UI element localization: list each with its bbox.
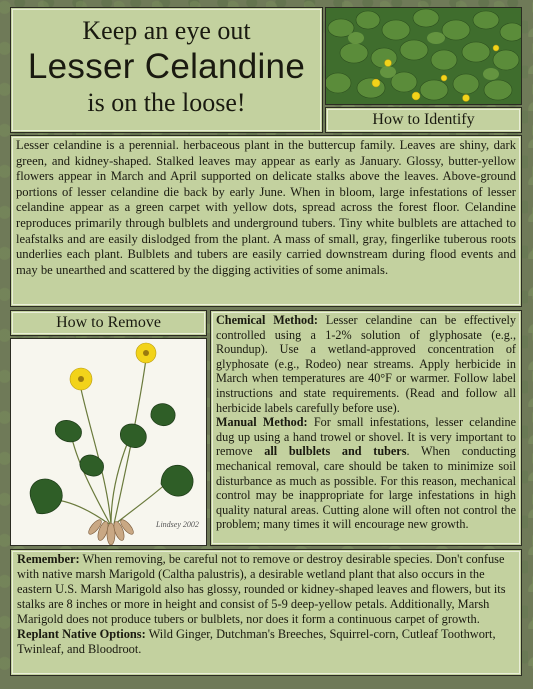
replant-text: Wild Ginger, Dutchman's Breeches, Squirrel-corn, Cutleaf Toothwort, Twinleaf, and Bloodroot. (17, 627, 496, 656)
chemical-method (216, 313, 516, 415)
illustration-signature: Lindsey 2002 (156, 520, 199, 529)
title-line-3: is on the loose! (87, 88, 246, 117)
manual-method-text-b: . When conducting mechanical removal, care should be taken to minimize soil disturbance as much as possible. For this reason, mechanical control may be inappropriate for large infestations in high quality natural areas. Cutting alone will often not control the problem; many times it will encourage new growth. (216, 444, 516, 532)
remember-panel (10, 549, 522, 676)
manual-method (216, 415, 516, 532)
remember-text: When removing, be careful not to remove or destroy desirable species. Don't confuse with native marsh Marigold (Caltha palustris), a desirable wetland plant that also occurs in the eastern U.S. Marsh Marigold also has glossy, rounded or kidney-shaped leaves and flowers, but its stalks are 8 inches or more in height and consist of 5-9 deep-yellow petals. Additionally, Marsh Marigold does not produce tubers or bulblets, nor does it form a continuous carpet of growth. (17, 552, 506, 626)
celandine-illustration (10, 338, 207, 546)
description-panel (10, 135, 522, 307)
chemical-method-label: Chemical Method: (216, 313, 318, 327)
replant-paragraph (17, 627, 515, 657)
title-panel (10, 7, 323, 133)
title-line-2: Lesser Celandine (27, 47, 306, 86)
remember-label: Remember: (17, 552, 80, 566)
identify-heading: How to Identify (325, 107, 522, 133)
title-line-1: Keep an eye out (82, 16, 251, 45)
remember-paragraph (17, 552, 515, 627)
replant-label: Replant Native Options: (17, 627, 146, 641)
manual-method-text-a: For small infestations, lesser celandine dug up using a hand trowel or shovel. It is very important to remove (216, 415, 516, 459)
remove-heading: How to Remove (10, 310, 207, 336)
manual-method-label: Manual Method: (216, 415, 308, 430)
celandine-drawing (11, 339, 207, 546)
celandine-photo (325, 7, 522, 105)
celandine-photo-image (326, 8, 522, 105)
chemical-method-text: Lesser celandine can be effectively controlled using a 1-2% solution of glyphosate (e.g., Roundup). Use a wetland-approved concentration of glyphosate (e.g., Rodeo) near streams. Apply herbicide in March when temperatures are 40°F or warmer. Follow label instructions and state requirements. (Read and follow all herbicide labels carefully before use). (216, 313, 517, 415)
methods-panel (210, 310, 522, 546)
description-text: Lesser celandine is a perennial. herbaceous plant in the buttercup family. Leaves are shiny, dark green, and kidney-shaped. Stalked leaves may appear as early as January. Glossy, butter-yellow flowers appear in March and April supported on delicate stalks above the leaves. Above-ground portions of lesser celandine die back by early June. When in bloom, large infestations of lesser celandine appear as a green carpet with yellow dots, spread across the forest floor. Celandine reproduces primarily through bulblets and underground tubers. Tiny white bulblets are attached to leafstalks and are easily dislodged from the plant. A mass of small, gray, fingerlike tuberous roots underlies each plant. Bulblets and tubers are easily carried downstream during flood events and may be unearthed and scattered by the digging activities of some animals. (16, 138, 516, 277)
manual-method-emphasis: all bulblets and tubers (264, 444, 407, 459)
